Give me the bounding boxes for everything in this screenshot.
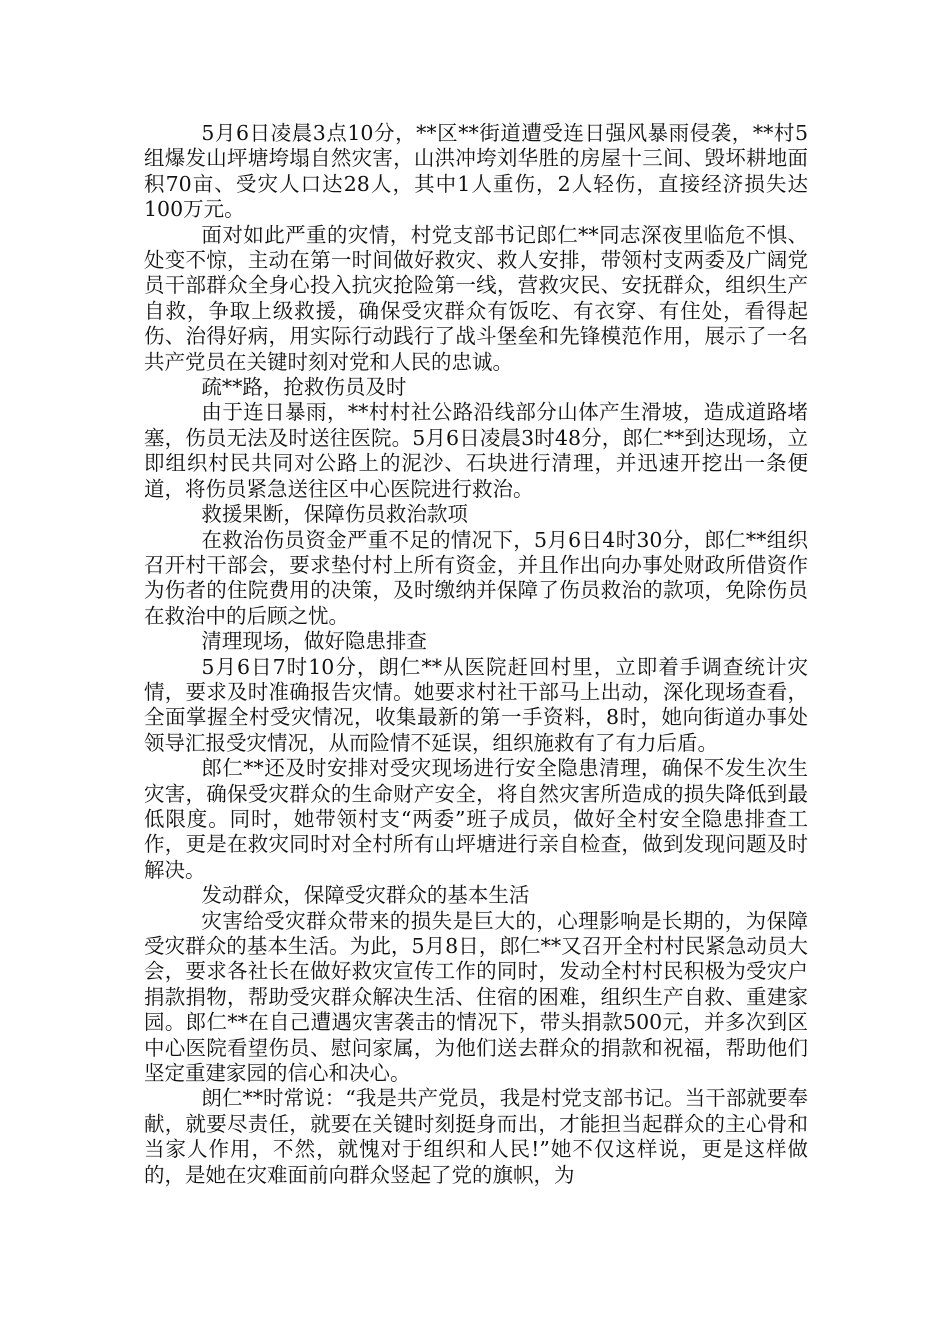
paragraph-hazard-check: 郎仁**还及时安排对受灾现场进行安全隐患清理，确保不发生次生灾害，确保受灾群众的生命财产安全，将自然灾害所造成的损失降低到最低限度。同时，她带领村支“两委”班子成员，做好全村安全隐患排查工作，更是在救灾同时对全村所有山坪塘进行亲自检查，做到发现问题及时解决。 xyxy=(144,756,808,882)
paragraph-rescue-funds: 在救治伤员资金严重不足的情况下，5月6日4时30分，郎仁**组织召开村干部会，要求垫付村上所有资金，并且作出向办事处财政所借资作为伤者的住院费用的决策，及时缴纳并保障了伤员救治的款项，免除伤员在救治中的后顾之忧。 xyxy=(144,527,808,628)
section-heading-rescue-funds: 救援果断，保障伤员救治款项 xyxy=(201,502,468,527)
paragraph-disaster-overview: 5月6日凌晨3点10分，**区**街道遭受连日强风暴雨侵袭，**村5组爆发山坪塘垮塌自然灾害，山洪冲垮刘华胜的房屋十三间、毁坏耕地面积70亩、受灾人口达28人，其中1人重伤，2人轻伤，直接经济损失达100万元。 xyxy=(144,121,808,222)
paragraph-clear-road: 由于连日暴雨，**村村社公路沿线部分山体产生滑坡，造成道路堵塞，伤员无法及时送往医院。5月6日凌晨3时48分，郎仁**到达现场，立即组织村民共同对公路上的泥沙、石块进行清理，并迅速开挖出一条便道，将伤员紧急送往区中心医院进行救治。 xyxy=(144,400,808,501)
paragraph-site-survey: 5月6日7时10分，朗仁**从医院赶回村里，立即着手调查统计灾情，要求及时准确报告灾情。她要求村社干部马上出动，深化现场查看，全面掌握全村受灾情况，收集最新的第一手资料，8时，她向街道办事处领导汇报受灾情况，从而险情不延误，组织施救有了有力后盾。 xyxy=(144,654,808,755)
paragraph-quote: 朗仁**时常说：“我是共产党员，我是村党支部书记。当干部就要奉献，就要尽责任，就要在关键时刻挺身而出，才能担当起群众的主心骨和当家人作用，不然，就愧对于组织和人民!”她不仅这样说，更是这样做的，是她在灾难面前向群众竖起了党的旗帜，为 xyxy=(144,1086,808,1187)
section-heading-mobilize-masses: 发动群众，保障受灾群众的基本生活 xyxy=(201,883,530,908)
section-heading-clear-road: 疏**路，抢救伤员及时 xyxy=(201,375,407,400)
document-body xyxy=(144,121,808,1188)
paragraph-leadership-response: 面对如此严重的灾情，村党支部书记郎仁**同志深夜里临危不惧、处变不惊，主动在第一时间做好救灾、救人安排，带领村支两委及广阔党员干部群众全身心投入抗灾抢险第一线，营救灾民、安抚群众，组织生产自救，争取上级救援，确保受灾群众有饭吃、有衣穿、有住处，看得起伤、治得好病，用实际行动践行了战斗堡垒和先锋模范作用，展示了一名共产党员在关键时刻对党和人民的忠诚。 xyxy=(144,222,808,374)
section-heading-site-cleanup: 清理现场，做好隐患排查 xyxy=(201,629,427,654)
paragraph-mobilize-masses: 灾害给受灾群众带来的损失是巨大的，心理影响是长期的，为保障受灾群众的基本生活。为此，5月8日，郎仁**又召开全村村民紧急动员大会，要求各社长在做好救灾宣传工作的同时，发动全村村民积极为受灾户捐款捐物，帮助受灾群众解决生活、住宿的困难，组织生产自救、重建家园。郎仁**在自己遭遇灾害袭击的情况下，带头捐款500元，并多次到区中心医院看望伤员、慰问家属，为他们送去群众的捐款和祝福，帮助他们坚定重建家园的信心和决心。 xyxy=(144,908,808,1086)
